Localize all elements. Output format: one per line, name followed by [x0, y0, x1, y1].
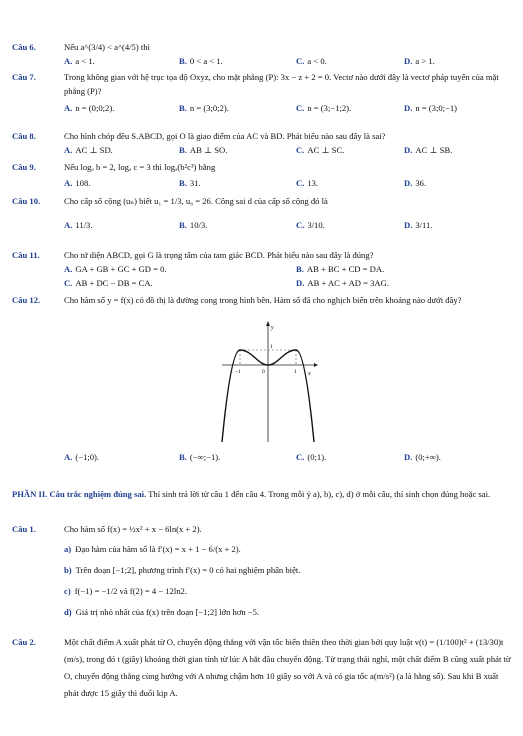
option-b[interactable]: B. AB ⊥ SO. — [179, 145, 228, 155]
options-row — [64, 176, 512, 190]
option-c[interactable]: C. 13. — [296, 178, 319, 188]
part-2-heading — [12, 488, 512, 500]
question-number: Câu 7. — [12, 72, 36, 82]
tick-neg1: −1 — [235, 369, 241, 375]
question-10 — [12, 194, 512, 232]
option-d[interactable]: D. 36. — [404, 178, 427, 188]
options-row — [64, 262, 512, 276]
option-c[interactable]: C. AB + DC − DB = CA. — [64, 278, 153, 288]
option-b[interactable]: B. 10/3. — [179, 220, 208, 230]
question-12 — [12, 293, 512, 307]
option-a[interactable]: A. AC ⊥ SD. — [64, 145, 113, 155]
question-6 — [12, 40, 512, 68]
option-c[interactable]: C. AC ⊥ SC. — [296, 145, 345, 155]
question-7 — [12, 70, 512, 115]
options-row — [64, 143, 512, 157]
question-text: Cho hàm số f(x) = ½x² + x − 6ln(x + 2). — [64, 524, 202, 534]
option-d[interactable]: D. n = (3;0;−1) — [404, 103, 458, 113]
tick-y1: 1 — [270, 344, 273, 350]
option-a[interactable]: A. a < 1. — [64, 56, 95, 66]
option-c[interactable]: C. (0;1). — [296, 452, 327, 462]
options-row — [64, 276, 512, 290]
option-a[interactable]: A. 108. — [64, 178, 91, 188]
question-number: Câu 6. — [12, 42, 36, 52]
option-b[interactable]: B. AB + BC + CD = DA. — [296, 264, 385, 274]
question-text: Cho hình chóp đều S.ABCD, gọi O là giao điểm của AC và BD. Phát biểu nào sau đây là sai? — [64, 131, 386, 141]
question-number: Câu 12. — [12, 295, 41, 305]
question-number: Câu 1. — [12, 524, 36, 534]
question-text: Cho cấp số cộng (uₙ) biết u₁ = 1/3, u₈ = 26. Công sai d của cấp số cộng đó là — [64, 196, 328, 206]
option-c[interactable]: C. 3/10. — [296, 220, 325, 230]
part-2-question-2 — [12, 634, 512, 702]
statement-b: b) Trên đoạn [−1;2], phương trình f′(x) = 0 có hai nghiệm phân biệt. — [64, 565, 301, 575]
question-11 — [12, 248, 512, 290]
question-text: Cho hàm số y = f(x) có đồ thị là đường cong trong hình bên. Hàm số đã cho nghịch biến trên khoảng nào dưới đây? — [64, 295, 462, 305]
question-number: Câu 10. — [12, 196, 41, 206]
option-c[interactable]: C. a < 0. — [296, 56, 327, 66]
question-text: Nếu a^(3/4) < a^(4/5) thì — [64, 42, 150, 52]
option-b[interactable]: B. (−∞;−1). — [179, 452, 221, 462]
x-axis-label: x — [308, 371, 311, 377]
question-8 — [12, 129, 512, 157]
function-graph — [218, 320, 318, 445]
part-2-question-1 — [12, 522, 512, 620]
options-row — [64, 450, 512, 464]
question-number: Câu 11. — [12, 250, 40, 260]
question-number: Câu 8. — [12, 131, 36, 141]
question-9 — [12, 160, 512, 190]
y-axis-arrow — [266, 321, 270, 326]
option-b[interactable]: B. 31. — [179, 178, 201, 188]
question-12-options — [12, 450, 512, 464]
statement-c: c) f(−1) = −1/2 và f(2) = 4 − 12ln2. — [64, 586, 187, 596]
options-row — [64, 218, 512, 232]
tick-1: 1 — [294, 369, 297, 375]
question-text: Một chất điểm A xuất phát từ O, chuyển động thẳng với vận tốc biến thiên theo thời gian bởi quy luật v(t) = (1/100)t² + (13/30)t (m/s), trong đó t (giây) khoảng thời gian tính từ lúc A bắt đầu chuyển động. Từ trạng thái nghỉ, một chất điểm B cũng xuất phát từ O, chuyển động thẳng cùng hướng với A nhưng chậm hơn 10 giây so với A và có gia tốc a(m/s²) (a là hằng số). Sau khi B xuất phát được 15 giây thì đuổi kịp A. — [64, 637, 511, 698]
option-b[interactable]: B. 0 < a < 1. — [179, 56, 223, 66]
option-d[interactable]: D. (0;+∞). — [404, 452, 441, 462]
y-axis-label: y — [271, 325, 274, 331]
statement-d: d) Giá trị nhỏ nhất của f(x) trên đoạn [−1;2] lớn hơn −5. — [64, 607, 260, 617]
question-number: Câu 2. — [12, 637, 36, 647]
question-text: Trong không gian với hệ trục tọa độ Oxyz, cho mặt phẳng (P): 3x − z + 2 = 0. Vectơ nào dưới đây là vectơ pháp tuyến của mặt phẳng (P)? — [64, 72, 499, 96]
x-axis-arrow — [314, 363, 318, 367]
option-a[interactable]: A. n = (0;0;2). — [64, 103, 115, 113]
option-c[interactable]: C. n = (3;−1;2). — [296, 103, 352, 113]
question-text: Nếu logₐ b = 2, logₐ c = 3 thì logₐ(b²c³) bằng — [64, 162, 216, 172]
option-a[interactable]: A. (−1;0). — [64, 452, 100, 462]
options-row — [64, 54, 512, 68]
question-number: Câu 9. — [12, 162, 36, 172]
question-text: Cho tứ diện ABCD, gọi G là trọng tâm của tam giác BCD. Phát biểu nào sau đây là đúng? — [64, 250, 374, 260]
option-d[interactable]: D. AC ⊥ SB. — [404, 145, 453, 155]
option-d[interactable]: D. AB + AC + AD = 3AG. — [296, 278, 389, 288]
option-d[interactable]: D. 3/11. — [404, 220, 433, 230]
option-d[interactable]: D. a > 1. — [404, 56, 435, 66]
option-a[interactable]: A. GA + GB + GC + GD = 0. — [64, 264, 167, 274]
statement-a: a) Đạo hàm của hàm số là f′(x) = x + 1 − 6/(x + 2). — [64, 544, 241, 554]
option-a[interactable]: A. 11/3. — [64, 220, 93, 230]
option-b[interactable]: B. n = (3;0;2). — [179, 103, 229, 113]
part-2-title: PHẦN II. Câu trắc nghiệm đúng sai. — [12, 489, 147, 499]
part-2-intro: Thí sinh trả lời từ câu 1 đến câu 4. Trong mỗi ý a), b), c), d) ở mỗi câu, thí sinh chọn đúng hoặc sai. — [146, 489, 491, 499]
tick-origin: 0 — [262, 369, 265, 375]
options-row — [64, 101, 512, 115]
